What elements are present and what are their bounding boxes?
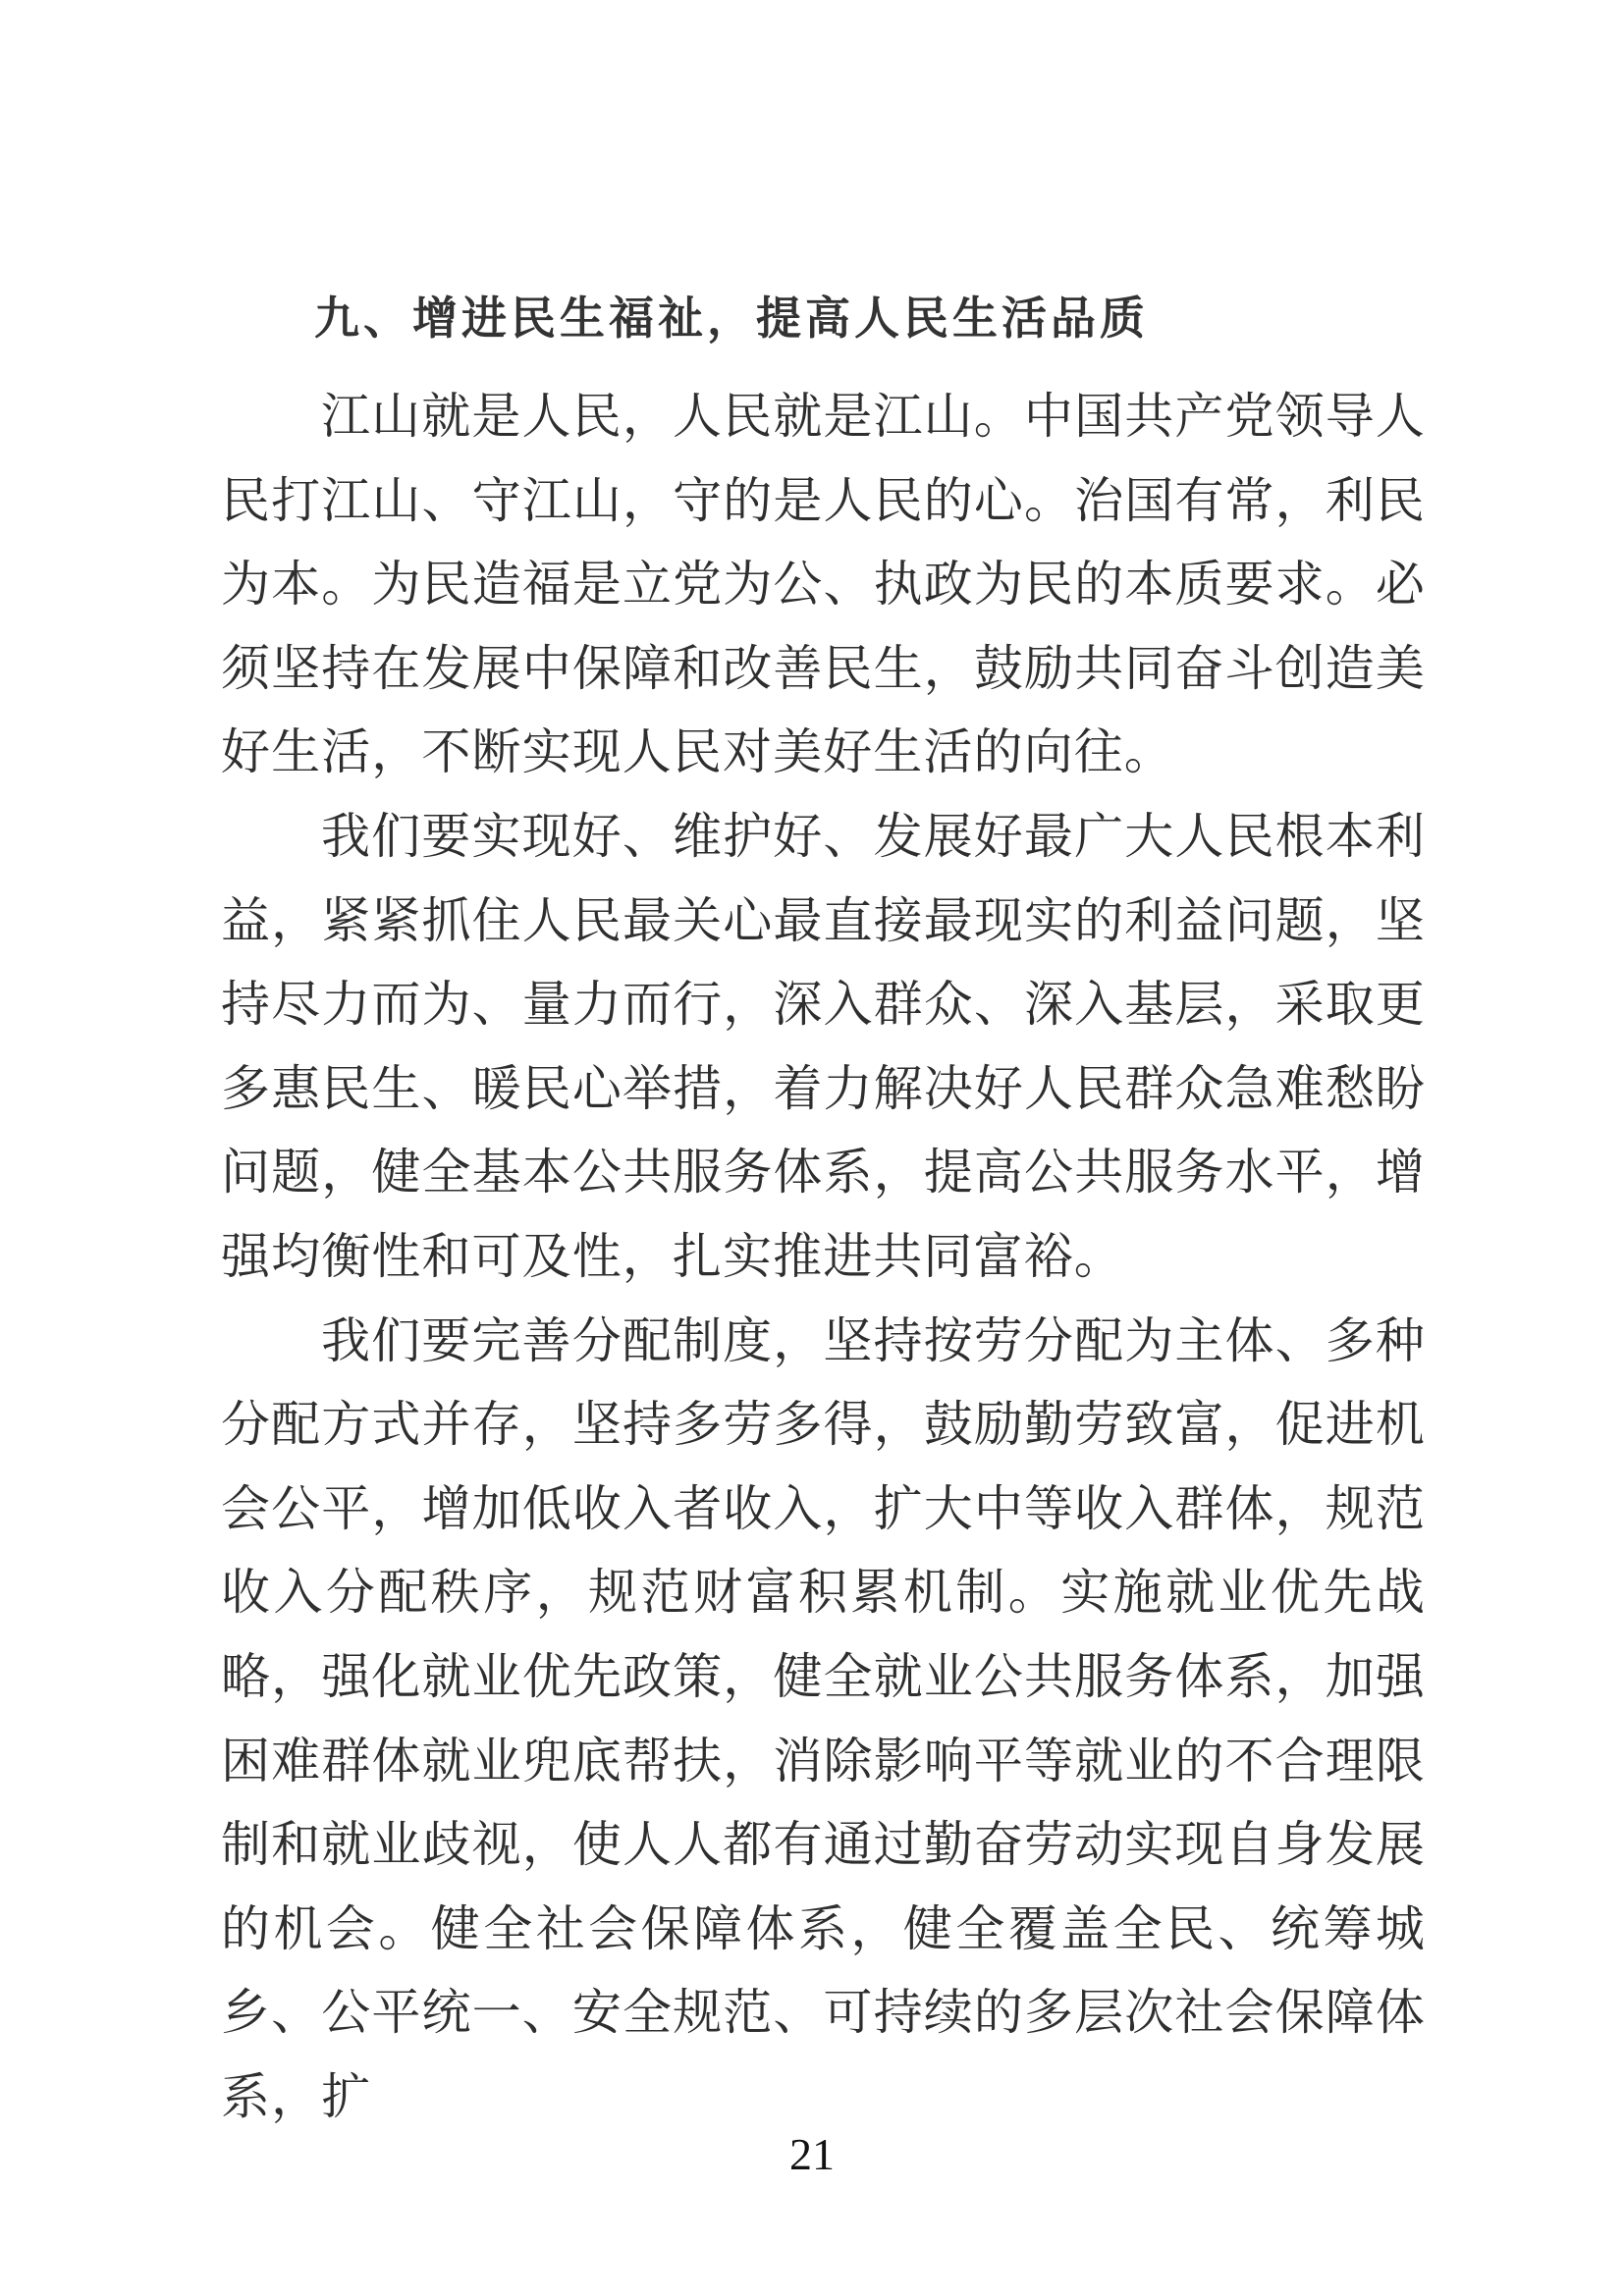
paragraph: 我们要完善分配制度，坚持按劳分配为主体、多种分配方式并存，坚持多劳多得，鼓励勤劳致富，促进机会公平，增加低收入者收入，扩大中等收入群体，规范收入分配秩序，规范财富积累机制。实施就业优先战略，强化就业优先政策，健全就业公共服务体系，加强困难群体就业兜底帮扶，消除影响平等就业的不合理限制和就业歧视，使人人都有通过勤奋劳动实现自身发展的机会。健全社会保障体系，健全覆盖全民、统筹城乡、公平统一、安全规范、可持续的多层次社会保障体系，扩 xyxy=(221,1312,1426,2124)
paragraph: 我们要实现好、维护好、发展好最广大人民根本利益，紧紧抓住人民最关心最直接最现实的利益问题，坚持尽力而为、量力而行，深入群众、深入基层，采取更多惠民生、暖民心举措，着力解决好人民群众急难愁盼问题，健全基本公共服务体系，提高公共服务水平，增强均衡性和可及性，扎实推进共同富裕。 xyxy=(221,808,1426,1284)
section-heading: 九、增进民生福祉，提高人民生活品质 xyxy=(314,293,1149,344)
body-text-block xyxy=(221,375,1426,2139)
page-number: 21 xyxy=(789,2129,835,2179)
paragraph: 江山就是人民，人民就是江山。中国共产党领导人民打江山、守江山，守的是人民的心。治国有常，利民为本。为民造福是立党为公、执政为民的本质要求。必须坚持在发展中保障和改善民生，鼓励共同奋斗创造美好生活，不断实现人民对美好生活的向往。 xyxy=(221,389,1426,780)
